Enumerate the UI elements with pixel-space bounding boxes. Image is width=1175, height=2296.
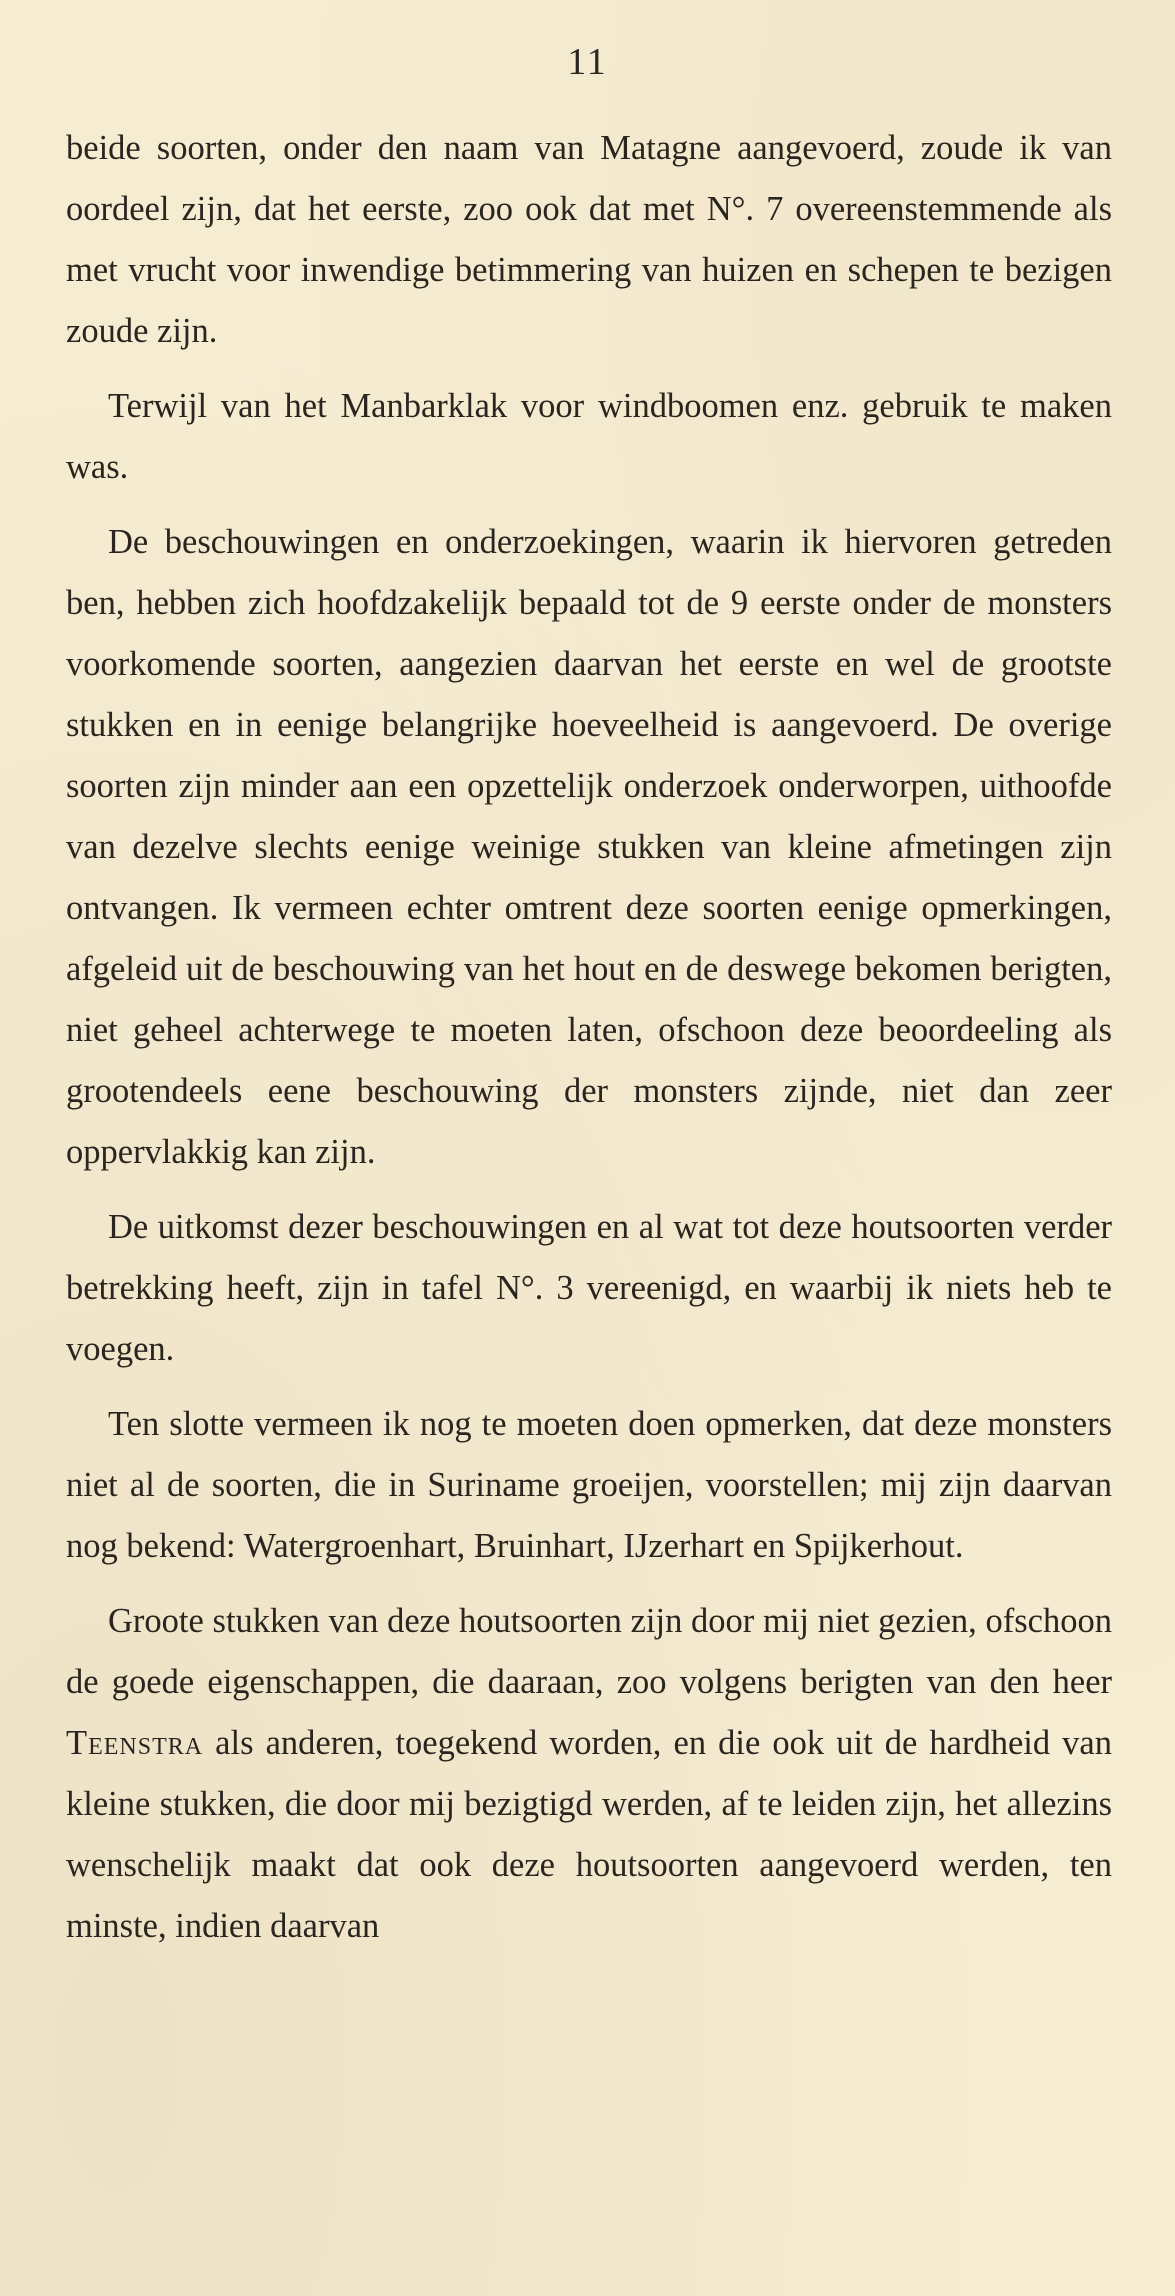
text-body [66, 118, 1112, 1971]
paragraph-continuation: beide soorten, onder den naam van Matagne aangevoerd, zoude ik van oordeel zijn, dat het eerste, zoo ook dat met N°. 7 overeenstemmende als met vrucht voor inwendige betimmering van huizen en schepen te bezigen zoude zijn. [66, 129, 1112, 350]
paragraph-uitkomst: De uitkomst dezer beschouwingen en al wat tot deze houtsoorten verder betrekking heeft, zijn in tafel N°. 3 vereenigd, en waarbij ik niets heb te voegen. [66, 1208, 1112, 1368]
author-name: Teenstra [66, 1724, 204, 1762]
paragraph-text-after: als anderen, toegekend worden, en die ook uit de hardheid van kleine stukken, die door mij bezigtigd werden, af te leiden zijn, het allezins wenschelijk maakt dat ook deze houtsoorten aangevoerd werden, ten minste, indien daarvan [66, 1724, 1112, 1945]
page-number: 11 [567, 41, 608, 83]
paragraph-text-before: Groote stukken van deze houtsoorten zijn door mij niet gezien, ofschoon de goede eigenschappen, die daaraan, zoo volgens berigten van den heer [66, 1602, 1112, 1701]
paragraph-groote-stukken [66, 1591, 1112, 1957]
paragraph-manbarklak: Terwijl van het Manbarklak voor windboomen enz. gebruik te maken was. [66, 387, 1112, 486]
paragraph-ten-slotte: Ten slotte vermeen ik nog te moeten doen opmerken, dat deze monsters niet al de soorten, die in Suriname groeijen, voorstellen; mij zijn daarvan nog bekend: Watergroenhart, Bruinhart, IJzerhart en Spijkerhout. [66, 1405, 1112, 1565]
paragraph-beschouwingen: De beschouwingen en onderzoekingen, waarin ik hiervoren getreden ben, hebben zich hoofdzakelijk bepaald tot de 9 eerste onder de monsters voorkomende soorten, aangezien daarvan het eerste en wel de grootste stukken en in eenige belangrijke hoeveelheid is aangevoerd. De overige soorten zijn minder aan een opzettelijk onderzoek onderworpen, uithoofde van dezelve slechts eenige weinige stukken van kleine afmetingen zijn ontvangen. Ik vermeen echter omtrent deze soorten eenige opmerkingen, afgeleid uit de beschouwing van het hout en de deswege bekomen berigten, niet geheel achterwege te moeten laten, ofschoon deze beoordeeling als grootendeels eene beschouwing der monsters zijnde, niet dan zeer oppervlakkig kan zijn. [66, 523, 1112, 1171]
